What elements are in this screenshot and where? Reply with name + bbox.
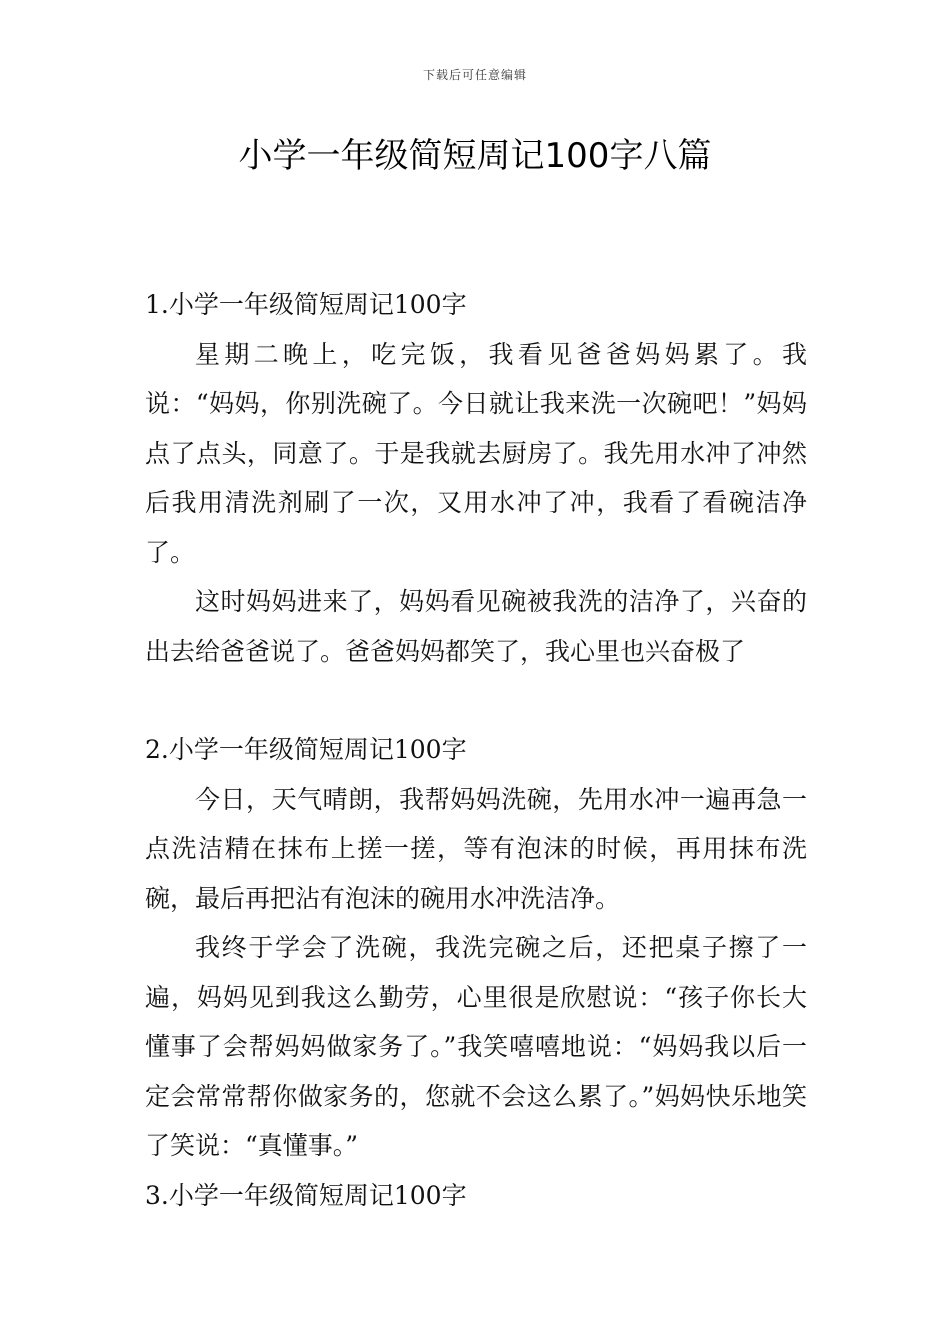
section-heading-3: 3.小学一年级简短周记100字	[145, 1180, 467, 1210]
section-3	[145, 1171, 807, 1221]
document-title: 小学一年级简短周记100字八篇	[238, 136, 712, 176]
section-1-paragraph-1: 星期二晚上，吃完饭，我看见爸爸妈妈累了。我说：“妈妈，你别洗碗了。今日就让我来洗一次碗吧！”妈妈点了点头，同意了。于是我就去厨房了。我先用水冲了冲然后我用清洗剂刷了一次，又用水冲了冲，我看了看碗洁净了。	[145, 339, 807, 567]
section-2-paragraph-1: 今日，天气晴朗，我帮妈妈洗碗，先用水冲一遍再急一点洗洁精在抹布上搓一搓，等有泡沫的时候，再用抹布洗碗，最后再把沾有泡沫的碗用水冲洗洁净。	[145, 784, 807, 913]
section-spacer	[145, 676, 807, 725]
section-heading-1: 1.小学一年级简短周记100字	[145, 290, 467, 319]
document-body	[145, 280, 807, 1220]
section-2	[145, 725, 807, 1171]
section-1	[145, 280, 807, 676]
section-1-paragraph-2: 这时妈妈进来了，妈妈看见碗被我洗的洁净了，兴奋的出去给爸爸说了。爸爸妈妈都笑了，我心里也兴奋极了	[145, 587, 807, 666]
section-heading-2: 2.小学一年级简短周记100字	[145, 735, 467, 764]
section-2-paragraph-2: 我终于学会了洗碗，我洗完碗之后，还把桌子擦了一遍，妈妈见到我这么勤劳，心里很是欣慰说：“孩子你长大懂事了会帮妈妈做家务了。”我笑嘻嘻地说：“妈妈我以后一定会常常帮你做家务的，您就不会这么累了。”妈妈快乐地笑了笑说：“真懂事。”	[145, 933, 807, 1160]
header-note: 下载后可任意编辑	[422, 68, 527, 82]
